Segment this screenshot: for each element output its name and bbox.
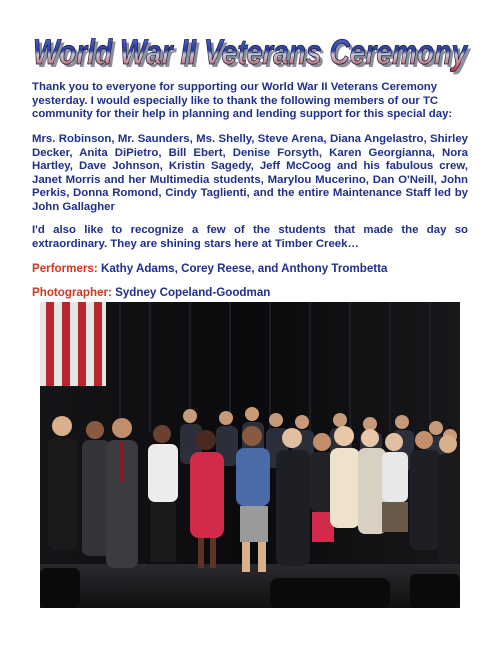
page-title: World War II Veterans Ceremony bbox=[33, 33, 469, 72]
group-photo bbox=[40, 302, 460, 608]
title-shadow: World War II Veterans Ceremony bbox=[36, 36, 472, 75]
performers-label: Performers: bbox=[32, 262, 98, 275]
thanks-names-paragraph: Mrs. Robinson, Mr. Saunders, Ms. Shelly, Steve Arena, Diana Angelastro, Shirley Decker, Anita DiPietro, Bill Ebert, Denise Forsyth, Karen Georgianna, Nora Hartley, Dave Johnson, Kristin Sagedy, Jeff McCoog and his fabulous crew, Janet Morris and her Multimedia students, Marylou Mucerino, Dan O'Neill, John Perkis, Donna Romond, Cindy Taglienti, and the entire Maintenance Staff led by John Gallagher bbox=[32, 133, 468, 213]
flag-icon bbox=[40, 302, 106, 386]
performers-credit bbox=[32, 262, 468, 276]
photographer-name: Sydney Copeland-Goodman bbox=[115, 286, 271, 299]
group-photo-icon bbox=[40, 302, 460, 608]
title-banner bbox=[28, 24, 472, 80]
performers-names: Kathy Adams, Corey Reese, and Anthony Trombetta bbox=[100, 262, 388, 275]
students-paragraph: I'd also like to recognize a few of the students that made the day so extraordinary. They are shining stars here at Timber Creek… bbox=[32, 224, 468, 250]
title-graphic bbox=[28, 24, 472, 80]
intro-paragraph: Thank you to everyone for supporting our World War II Veterans Ceremony yesterday. I would especially like to thank the following members of our TC community for their help in planning and lending support for this special day: bbox=[32, 81, 453, 121]
photographer-label: Photographer: bbox=[32, 286, 112, 299]
photographer-credit bbox=[32, 286, 468, 300]
